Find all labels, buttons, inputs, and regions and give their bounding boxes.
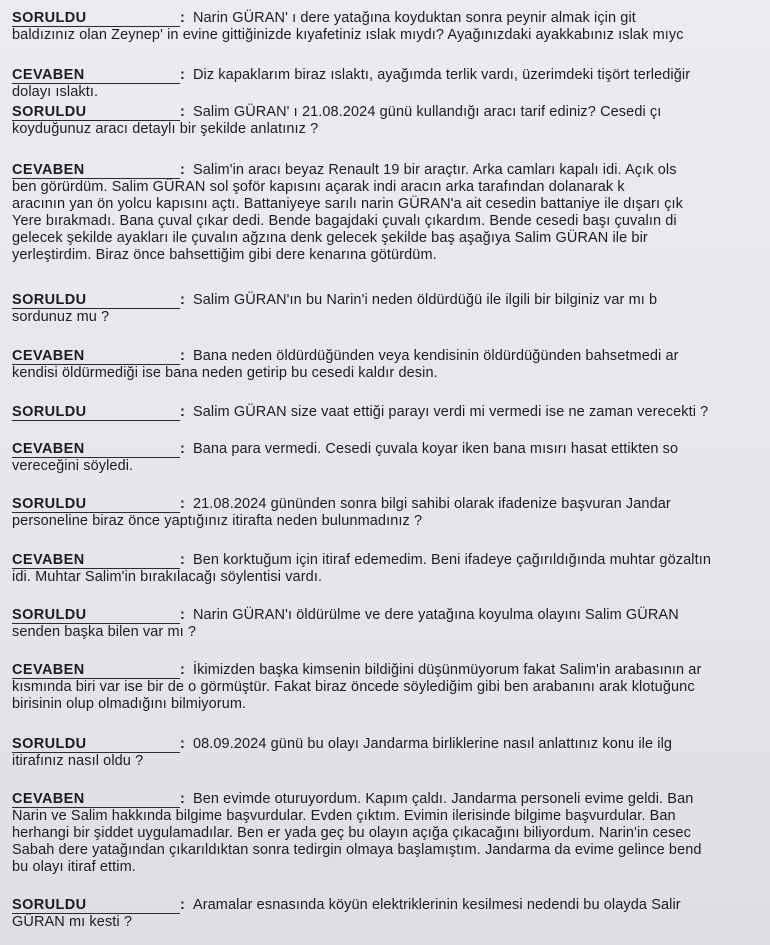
continuation-line: Narin ve Salim hakkında bilgime başvurdular. Evden çıktım. Evimin ilerisinde bilgime başvurdular. Ban <box>12 808 676 824</box>
colon: : <box>180 441 185 457</box>
first-line <box>12 348 770 365</box>
continuation-line: idi. Muhtar Salim'in bırakılacağı söylentisi vardı. <box>12 569 323 585</box>
qa-entry-6 <box>12 348 770 382</box>
entry-label: SORULDU <box>12 405 180 421</box>
continuation-line: koyduğunuz aracı detaylı bir şekilde anlatınız ? <box>12 121 319 137</box>
entry-label: SORULDU <box>12 11 180 27</box>
entry-label: SORULDU <box>12 898 180 914</box>
first-line <box>12 552 770 569</box>
continuation-line: ben görürdüm. Salim GÜRAN sol şoför kapısını açarak indi aracın arka tarafından dolanarak k <box>12 179 625 195</box>
qa-entry-10 <box>12 552 770 586</box>
qa-entry-15 <box>12 897 770 931</box>
colon: : <box>180 607 185 623</box>
colon: : <box>180 897 185 913</box>
entry-text: 21.08.2024 gününden sonra bilgi sahibi olarak ifadenize başvuran Jandar <box>192 496 671 512</box>
entry-label: SORULDU <box>12 293 180 309</box>
entry-label: SORULDU <box>12 105 180 121</box>
entry-label: CEVABEN <box>12 442 180 458</box>
continuation-line: kendisi öldürmediği ise bana neden getirip bu cesedi kaldır desin. <box>12 365 438 381</box>
colon: : <box>180 552 185 568</box>
qa-entry-5 <box>12 292 770 326</box>
continuation-line: aracının yan ön yolcu kapısını açtı. Battaniyeye sarılı narin GÜRAN'a ait cesedin battaniye ile dışarı çık <box>12 196 684 212</box>
entry-label: SORULDU <box>12 737 180 753</box>
first-line <box>12 67 770 84</box>
qa-entry-7 <box>12 404 770 421</box>
entry-text: İkimizden başka kimsenin bildiğini düşünmüyorum fakat Salim'in arabasının ar <box>192 662 702 678</box>
continuation-line: birisinin olup olmadığını bilmiyorum. <box>12 696 247 712</box>
entry-label: CEVABEN <box>12 663 180 679</box>
qa-entry-9 <box>12 496 770 530</box>
entry-text: Narin GÜRAN'ı öldürülme ve dere yatağına koyulma olayını Salim GÜRAN <box>192 607 679 623</box>
entry-label: CEVABEN <box>12 68 180 84</box>
entry-text: 08.09.2024 günü bu olayı Jandarma birliklerine nasıl anlattınız konu ile ilg <box>192 736 673 752</box>
continuation-line: personeline biraz önce yaptığınız itirafta neden bulunmadınız ? <box>12 513 423 529</box>
entry-text: Salim GÜRAN' ı 21.08.2024 günü kullandığı aracı tarif ediniz? Cesedi çı <box>192 104 662 120</box>
continuation-line: baldızınız olan Zeynep' in evine gittiğinizde kıyafetiniz ıslak mıydı? Ayağınızdaki ayakkabınız ıslak mıyc <box>12 27 684 43</box>
continuation-line: herhangi bir şiddet uygulamadılar. Ben er yada geç bu olayın açığa çıkacağını biliyordum. Narin'in cesec <box>12 825 691 841</box>
qa-entry-8 <box>12 441 770 475</box>
qa-entry-2 <box>12 67 770 101</box>
entry-text: Salim'in aracı beyaz Renault 19 bir araçtır. Arka camları kapalı idi. Açık ols <box>192 162 677 178</box>
entry-label: CEVABEN <box>12 163 180 179</box>
entry-label: CEVABEN <box>12 349 180 365</box>
first-line <box>12 662 770 679</box>
colon: : <box>180 736 185 752</box>
continuation-line: sordunuz mu ? <box>12 309 110 325</box>
entry-text: Salim GÜRAN'ın bu Narin'i neden öldürdüğü ile ilgili bir bilginiz var mı b <box>192 292 658 308</box>
first-line <box>12 791 770 808</box>
entry-label: CEVABEN <box>12 553 180 569</box>
continuation-line: dolayı ıslaktı. <box>12 84 99 100</box>
entry-text: Ben evimde oturuyordum. Kapım çaldı. Jandarma personeli evime geldi. Ban <box>192 791 694 807</box>
qa-entry-14 <box>12 791 770 876</box>
qa-entry-11 <box>12 607 770 641</box>
continuation-line: yerleştirdim. Biraz önce bahsettiğim gibi dere kenarına götürdüm. <box>12 247 437 263</box>
colon: : <box>180 496 185 512</box>
first-line <box>12 441 770 458</box>
continuation-line: gelecek şekilde ayakları ile çuvalın ağzına denk gelecek şekilde baş aşağıya Salim GÜRAN ile bir <box>12 230 648 246</box>
entry-text: Salim GÜRAN size vaat ettiği parayı verdi mi vermedi ise ne zaman verecekti ? <box>192 404 709 420</box>
qa-entry-4 <box>12 162 770 264</box>
first-line <box>12 496 770 513</box>
qa-entry-1 <box>12 10 770 44</box>
first-line <box>12 104 770 121</box>
qa-entry-12 <box>12 662 770 713</box>
continuation-line: senden başka bilen var mı ? <box>12 624 197 640</box>
entry-text: Ben korktuğum için itiraf edemedim. Beni ifadeye çağırıldığında muhtar gözaltın <box>192 552 712 568</box>
entry-label: CEVABEN <box>12 792 180 808</box>
entry-text: Diz kapaklarım biraz ıslaktı, ayağımda terlik vardı, üzerimdeki tişört terlediğir <box>192 67 691 83</box>
entry-text: Bana neden öldürdüğünden veya kendisinin öldürdüğünden bahsetmedi ar <box>192 348 679 364</box>
colon: : <box>180 662 185 678</box>
continuation-line: itirafınız nasıl oldu ? <box>12 753 144 769</box>
first-line <box>12 736 770 753</box>
qa-entry-13 <box>12 736 770 770</box>
continuation-line: Yere bırakmadı. Bana çuval çıkar dedi. Bende bagajdaki çuvalı çıkardım. Bende cesedi başı çuvalın di <box>12 213 677 229</box>
entry-text: Narin GÜRAN' ı dere yatağına koyduktan sonra peynir almak için git <box>192 10 636 26</box>
colon: : <box>180 104 185 120</box>
qa-entry-3 <box>12 104 770 138</box>
continuation-line: kısmında biri var ise bir de o görmüştür. Fakat biraz öncede söylediğim gibi ben arabanını arak klotuğunc <box>12 679 695 695</box>
entry-text: Aramalar esnasında köyün elektriklerinin kesilmesi nedendi bu olayda Salir <box>192 897 681 913</box>
first-line <box>12 607 770 624</box>
colon: : <box>180 67 185 83</box>
continuation-line: bu olayı itiraf ettim. <box>12 859 136 875</box>
colon: : <box>180 404 185 420</box>
first-line <box>12 292 770 309</box>
continuation-line: GÜRAN mı kesti ? <box>12 914 133 930</box>
colon: : <box>180 791 185 807</box>
continuation-line: vereceğini söyledi. <box>12 458 134 474</box>
colon: : <box>180 292 185 308</box>
first-line <box>12 10 770 27</box>
colon: : <box>180 348 185 364</box>
first-line <box>12 162 770 179</box>
first-line <box>12 404 770 421</box>
entry-text: Bana para vermedi. Cesedi çuvala koyar iken bana mısırı hasat ettikten so <box>192 441 679 457</box>
colon: : <box>180 162 185 178</box>
entry-label: SORULDU <box>12 497 180 513</box>
entry-label: SORULDU <box>12 608 180 624</box>
continuation-line: Sabah dere yatağından çıkarıldıktan sonra tedirgin olmaya başlamıştım. Jandarma da evime gelince bend <box>12 842 702 858</box>
colon: : <box>180 10 185 26</box>
first-line <box>12 897 770 914</box>
